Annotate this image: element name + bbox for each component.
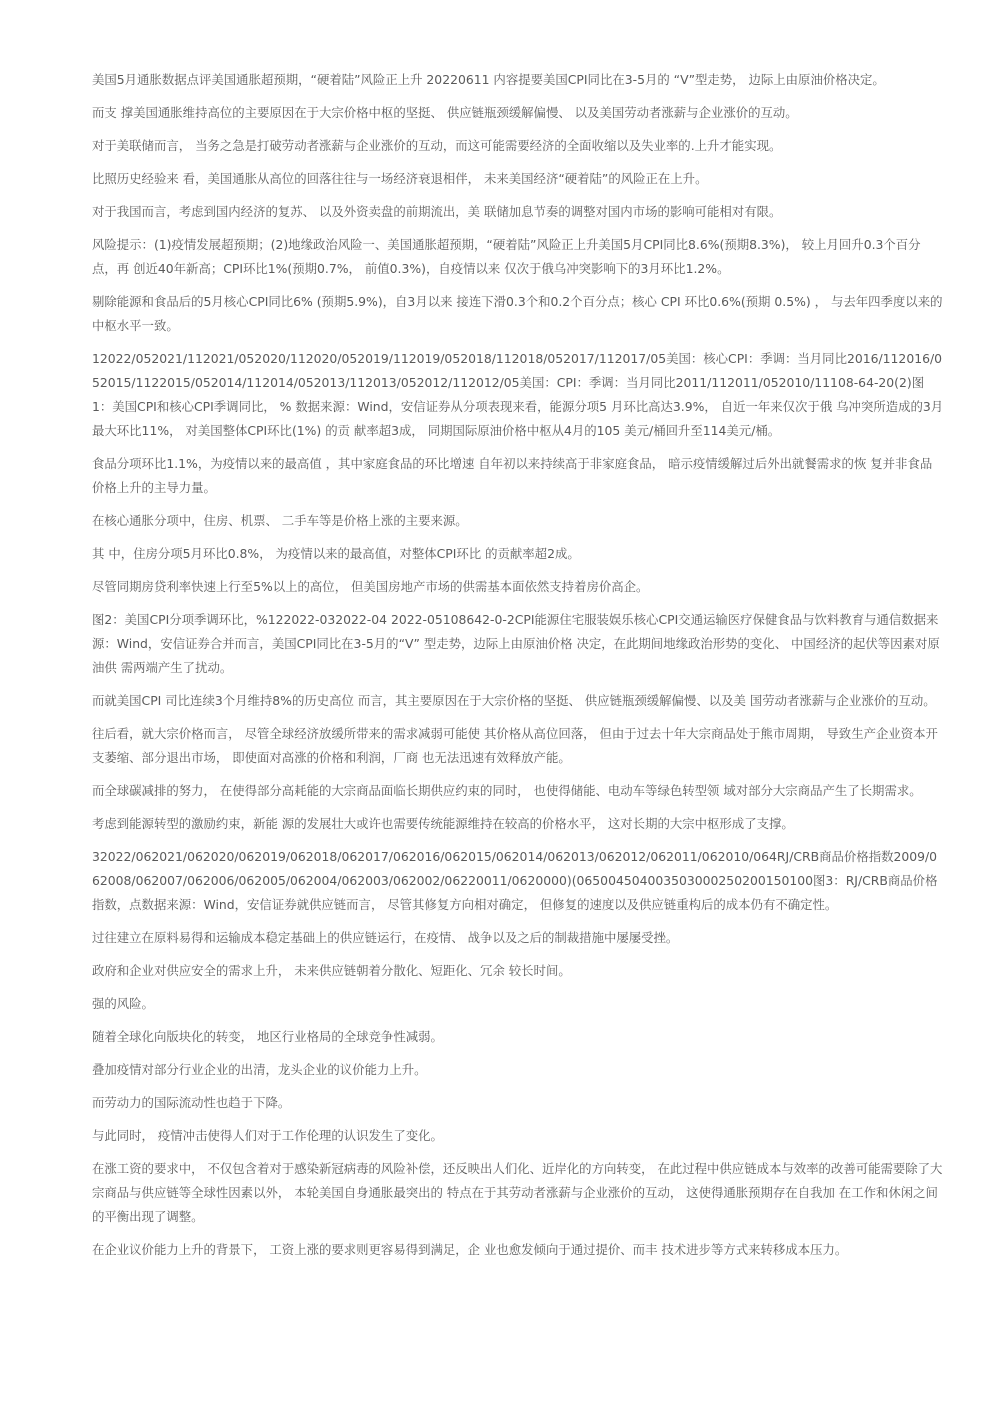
paragraph: 过往建立在原料易得和运输成本稳定基础上的供应链运行，在疫情、 战争以及之后的制裁措施中屡屡受挫。 <box>92 930 679 945</box>
paragraph: 与此同时， 疫情冲击使得人们对于工作伦理的认识发生了变化。 <box>92 1128 443 1143</box>
paragraph: 在企业议价能力上升的背景下， 工资上涨的要求则更容易得到满足，企 业也愈发倾向于通过提价、而丰 技术进步等方式来转移成本压力。 <box>92 1242 848 1257</box>
paragraph: 而全球碳减排的努力， 在使得部分高耗能的大宗商品面临长期供应约束的同时， 也使得储能、电动车等绿色转型领 域对部分大宗商品产生了长期需求。 <box>92 783 922 798</box>
paragraph: 随着全球化向版块化的转变， 地区行业格局的全球竞争性减弱。 <box>92 1029 443 1044</box>
paragraph: 政府和企业对供应安全的需求上升， 未来供应链朝着分散化、短距化、冗余 较长时间。 <box>92 963 571 978</box>
paragraph: 叠加疫情对部分行业企业的出清，龙头企业的议价能力上升。 <box>92 1062 427 1077</box>
paragraph: 而劳动力的国际流动性也趋于下降。 <box>92 1095 291 1110</box>
paragraph: 剔除能源和食品后的5月核心CPI同比6% (预期5.9%)，自3月以来 接连下滑0.3个和0.2个百分点；核心 CPI 环比0.6%(预期 0.5%) ， 与去年四季度以来的中枢水平一致。 <box>92 294 943 333</box>
paragraph: 往后看，就大宗价格而言， 尽管全球经济放缓所带来的需求减弱可能使 其价格从高位回落， 但由于过去十年大宗商品处于熊市周期， 导致生产企业资本开支萎缩、部分退出市场， 即使面对高涨的价格和利润，厂商 也无法迅速有效释放产能。 <box>92 726 938 765</box>
paragraph: 在核心通胀分项中，住房、机票、 二手车等是价格上涨的主要来源。 <box>92 513 468 528</box>
paragraph: 对于美联储而言， 当务之急是打破劳动者涨薪与企业涨价的互动，而这可能需要经济的全面收缩以及失业率的.上升才能实现。 <box>92 138 782 153</box>
paragraph: 比照历史经验来 看，美国通胀从高位的回落往往与一场经济衰退相伴， 未来美国经济“硬着陆”的风险正在上升。 <box>92 171 708 186</box>
paragraph: 对于我国而言，考虑到国内经济的复苏、 以及外资卖盘的前期流出，美 联储加息节奏的调整对国内市场的影响可能相对有限。 <box>92 204 782 219</box>
document-body <box>92 68 944 1271</box>
paragraph: 美国5月通胀数据点评美国通胀超预期，“硬着陆”风险正上升 20220611 内容提要美国CPI同比在3-5月的 “V”型走势， 边际上由原油价格决定。 <box>92 72 885 87</box>
paragraph: 在涨工资的要求中， 不仅包含着对于感染新冠病毒的风险补偿，还反映出人们化、近岸化的方向转变， 在此过程中供应链成本与效率的改善可能需要除了大宗商品与供应链等全球性因素以外， 本轮美国自身通胀最突出的 特点在于其劳动者涨薪与企业涨价的互动， 这使得通胀预期存在自我加 在工作和休闲之间的平衡出现了调整。 <box>92 1161 943 1224</box>
paragraph: 风险提示：(1)疫情发展超预期；(2)地缘政治风险一、美国通胀超预期，“硬着陆”风险正上升美国5月CPI同比8.6%(预期8.3%)， 较上月回升0.3个百分点，再 创近40年新高；CPI环比1%(预期0.7%， 前值0.3%)，自疫情以来 仅次于俄乌冲突影响下的3月环比1.2%。 <box>92 237 921 276</box>
paragraph: 32022/062021/062020/062019/062018/062017/062016/062015/062014/062013/062012/062011/062010/064RJ/CRB商品价格指数2009/062008/062007/062006/062005/062004/062003/062002/06220011/0620000)(065004504003503000250200150100图3：RJ/CRB商品价格指数，点数据来源：Wind，安信证券就供应链而言， 尽管其修复方向相对确定， 但修复的速度以及供应链重构后的成本仍有不确定性。 <box>92 849 938 912</box>
paragraph: 而支 撑美国通胀维持高位的主要原因在于大宗价格中枢的坚挺、 供应链瓶颈缓解偏慢、 以及美国劳动者涨薪与企业涨价的互动。 <box>92 105 798 120</box>
paragraph: 尽管同期房贷利率快速上行至5%以上的高位， 但美国房地产市场的供需基本面依然支持着房价高企。 <box>92 579 649 594</box>
paragraph: 其 中，住房分项5月环比0.8%， 为疫情以来的最高值，对整体CPI环比 的贡献率超2成。 <box>92 546 580 561</box>
paragraph: 食品分项环比1.1%，为疫情以来的最高值 ，其中家庭食品的环比增速 自年初以来持续高于非家庭食品， 暗示疫情缓解过后外出就餐需求的恢 复并非食品价格上升的主导力量。 <box>92 456 933 495</box>
paragraph: 图2：美国CPI分项季调环比，%122022-032022-04 2022-05108642-0-2CPI能源住宅服装娱乐核心CPI交通运输医疗保健食品与饮料教育与通信数据来源：Wind，安信证券合并而言，美国CPI同比在3-5月的“V” 型走势，边际上由原油价格 决定，在此期间地缘政治形势的变化、 中国经济的起伏等因素对原油供 需两端产生了扰动。 <box>92 612 940 675</box>
paragraph: 强的风险。 <box>92 996 154 1011</box>
paragraph: 而就美国CPI 司比连续3个月维持8%的历史高位 而言，其主要原因在于大宗价格的坚挺、 供应链瓶颈缓解偏慢、以及美 国劳动者涨薪与企业涨价的互动。 <box>92 693 936 708</box>
paragraph: 考虑到能源转型的激励约束，新能 源的发展壮大或许也需要传统能源维持在较高的价格水平， 这对长期的大宗中枢形成了支撑。 <box>92 816 794 831</box>
paragraph: 12022/052021/112021/052020/112020/052019/112019/052018/112018/052017/112017/05美国：核心CPI：季调：当月同比2016/112016/052015/1122015/052014/112014/052013/112013/052012/112012/05美国：CPI：季调：当月同比2011/112011/052010/11108-64-20(2)图1：美国CPI和核心CPI季调同比， % 数据来源：Wind，安信证券从分项表现来看，能源分项5 月环比高达3.9%， 自近一年来仅次于俄 乌冲突所造成的3月最大环比11%， 对美国整体CPI环比(1%) 的贡 献率超3成， 同期国际原油价格中枢从4月的105 美元/桶回升至114美元/桶。 <box>92 351 944 438</box>
